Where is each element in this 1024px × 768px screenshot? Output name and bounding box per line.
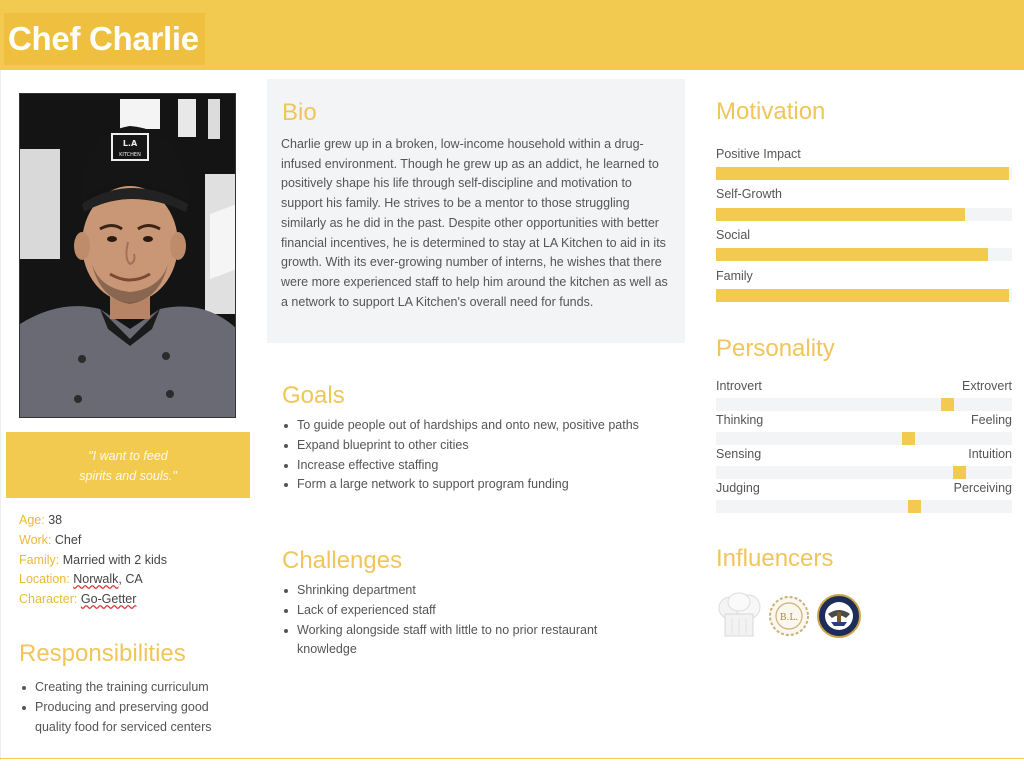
personality-slider-introvert-extrovert xyxy=(716,398,1012,411)
fact-work-label: Work: xyxy=(19,532,52,547)
persona-name: Chef Charlie xyxy=(4,13,205,65)
slider-thumb xyxy=(941,398,954,411)
challenges-list xyxy=(282,581,642,660)
chef-hat-icon xyxy=(716,592,762,640)
bl-crest-icon xyxy=(766,592,812,640)
list-item: Increase effective staffing xyxy=(282,456,682,476)
personality-heading: Personality xyxy=(716,335,835,362)
fact-location-city: Norwalk xyxy=(73,572,119,587)
quote-line-2: spirits and souls." xyxy=(79,469,177,483)
list-item: Working alongside staff with little to no prior restaurant knowledge xyxy=(282,621,642,661)
influencers-row xyxy=(716,592,862,640)
svg-text:KITCHEN: KITCHEN xyxy=(119,152,141,158)
motivation-bar-social xyxy=(716,248,1012,261)
motivation-label-social: Social xyxy=(716,228,751,242)
fact-age xyxy=(19,511,167,531)
list-item: Creating the training curriculum xyxy=(20,678,245,698)
personality-left-introvert: Introvert xyxy=(716,379,762,393)
goals-list xyxy=(282,416,682,495)
list-item: Lack of experienced staff xyxy=(282,601,642,621)
fact-family-value: Married with 2 kids xyxy=(59,552,167,567)
persona-facts xyxy=(19,511,167,610)
personality-slider-judging-perceiving xyxy=(716,500,1012,513)
fact-location-state: , CA xyxy=(118,572,143,587)
influencers-heading: Influencers xyxy=(716,545,834,572)
motivation-heading: Motivation xyxy=(716,98,826,125)
fact-character xyxy=(19,590,167,610)
challenges-heading: Challenges xyxy=(282,547,403,574)
slider-thumb xyxy=(902,432,915,445)
motivation-label-positive-impact: Positive Impact xyxy=(716,147,801,161)
personality-right-intuition: Intuition xyxy=(968,447,1012,461)
personality-slider-thinking-feeling xyxy=(716,432,1012,445)
svg-text:L.A: L.A xyxy=(122,139,138,148)
fact-character-value: Go-Getter xyxy=(80,592,137,607)
personality-left-judging: Judging xyxy=(716,481,760,495)
fact-family xyxy=(19,551,167,571)
footer-border xyxy=(0,758,1024,759)
slider-thumb xyxy=(953,466,966,479)
list-item: Shrinking department xyxy=(282,581,642,601)
motivation-fill xyxy=(716,208,965,221)
persona-photo xyxy=(19,93,236,418)
motivation-bar-self-growth xyxy=(716,208,1012,221)
list-item: To guide people out of hardships and onto new, positive paths xyxy=(282,416,682,436)
persona-quote xyxy=(6,432,250,498)
left-border xyxy=(0,70,1,760)
personality-slider-sensing-intuition xyxy=(716,466,1012,479)
motivation-label-self-growth: Self-Growth xyxy=(716,187,782,201)
quote-line-1: "I want to feed xyxy=(88,449,168,463)
motivation-label-family: Family xyxy=(716,269,753,283)
fact-family-label: Family: xyxy=(19,552,60,567)
personality-right-perceiving: Perceiving xyxy=(953,481,1012,495)
motivation-fill xyxy=(716,167,1009,180)
fact-location-label: Location: xyxy=(19,572,70,587)
bio-panel xyxy=(267,79,685,343)
bio-text: Charlie grew up in a broken, low-income household within a drug-infused environment. Though he grew up as an addict, he learned to positively shape his life through self-discipline and motivation to support his family. He strives to be a mentor to those struggling similarly as he did in the past. Despite other opportunities with better financial incentives, he is determined to stay at LA Kitchen to aid in its growth. With its ever-growing number of interns, he wishes that there were more experienced staff to help him around the kitchen as well as a network to support LA Kitchen's overall need for funds. xyxy=(281,137,668,309)
fact-location xyxy=(19,570,167,590)
crest-text: B.L. xyxy=(779,613,799,623)
list-item: Form a large network to support program funding xyxy=(282,475,682,495)
fact-character-label: Character: xyxy=(19,592,78,607)
motivation-fill xyxy=(716,289,1009,302)
goals-heading: Goals xyxy=(282,382,345,409)
list-item: Expand blueprint to other cities xyxy=(282,436,682,456)
navy-seal-icon xyxy=(816,592,862,640)
motivation-fill xyxy=(716,248,988,261)
slider-thumb xyxy=(908,500,921,513)
fact-age-label: Age: xyxy=(19,513,45,527)
fact-age-value: 38 xyxy=(44,513,63,527)
bio-heading: Bio xyxy=(282,99,317,126)
responsibilities-heading: Responsibilities xyxy=(19,640,186,667)
list-item: Producing and preserving good quality food for serviced centers xyxy=(20,698,245,738)
motivation-bar-family xyxy=(716,289,1012,302)
personality-left-sensing: Sensing xyxy=(716,447,762,461)
header-bar xyxy=(0,0,1024,70)
fact-work xyxy=(19,531,167,551)
portrait-illustration xyxy=(20,94,236,418)
motivation-bar-positive-impact xyxy=(716,167,1012,180)
personality-right-extrovert: Extrovert xyxy=(961,379,1012,393)
fact-work-value: Chef xyxy=(51,532,82,547)
personality-right-feeling: Feeling xyxy=(971,413,1012,427)
responsibilities-list xyxy=(20,678,245,737)
personality-left-thinking: Thinking xyxy=(716,413,764,427)
